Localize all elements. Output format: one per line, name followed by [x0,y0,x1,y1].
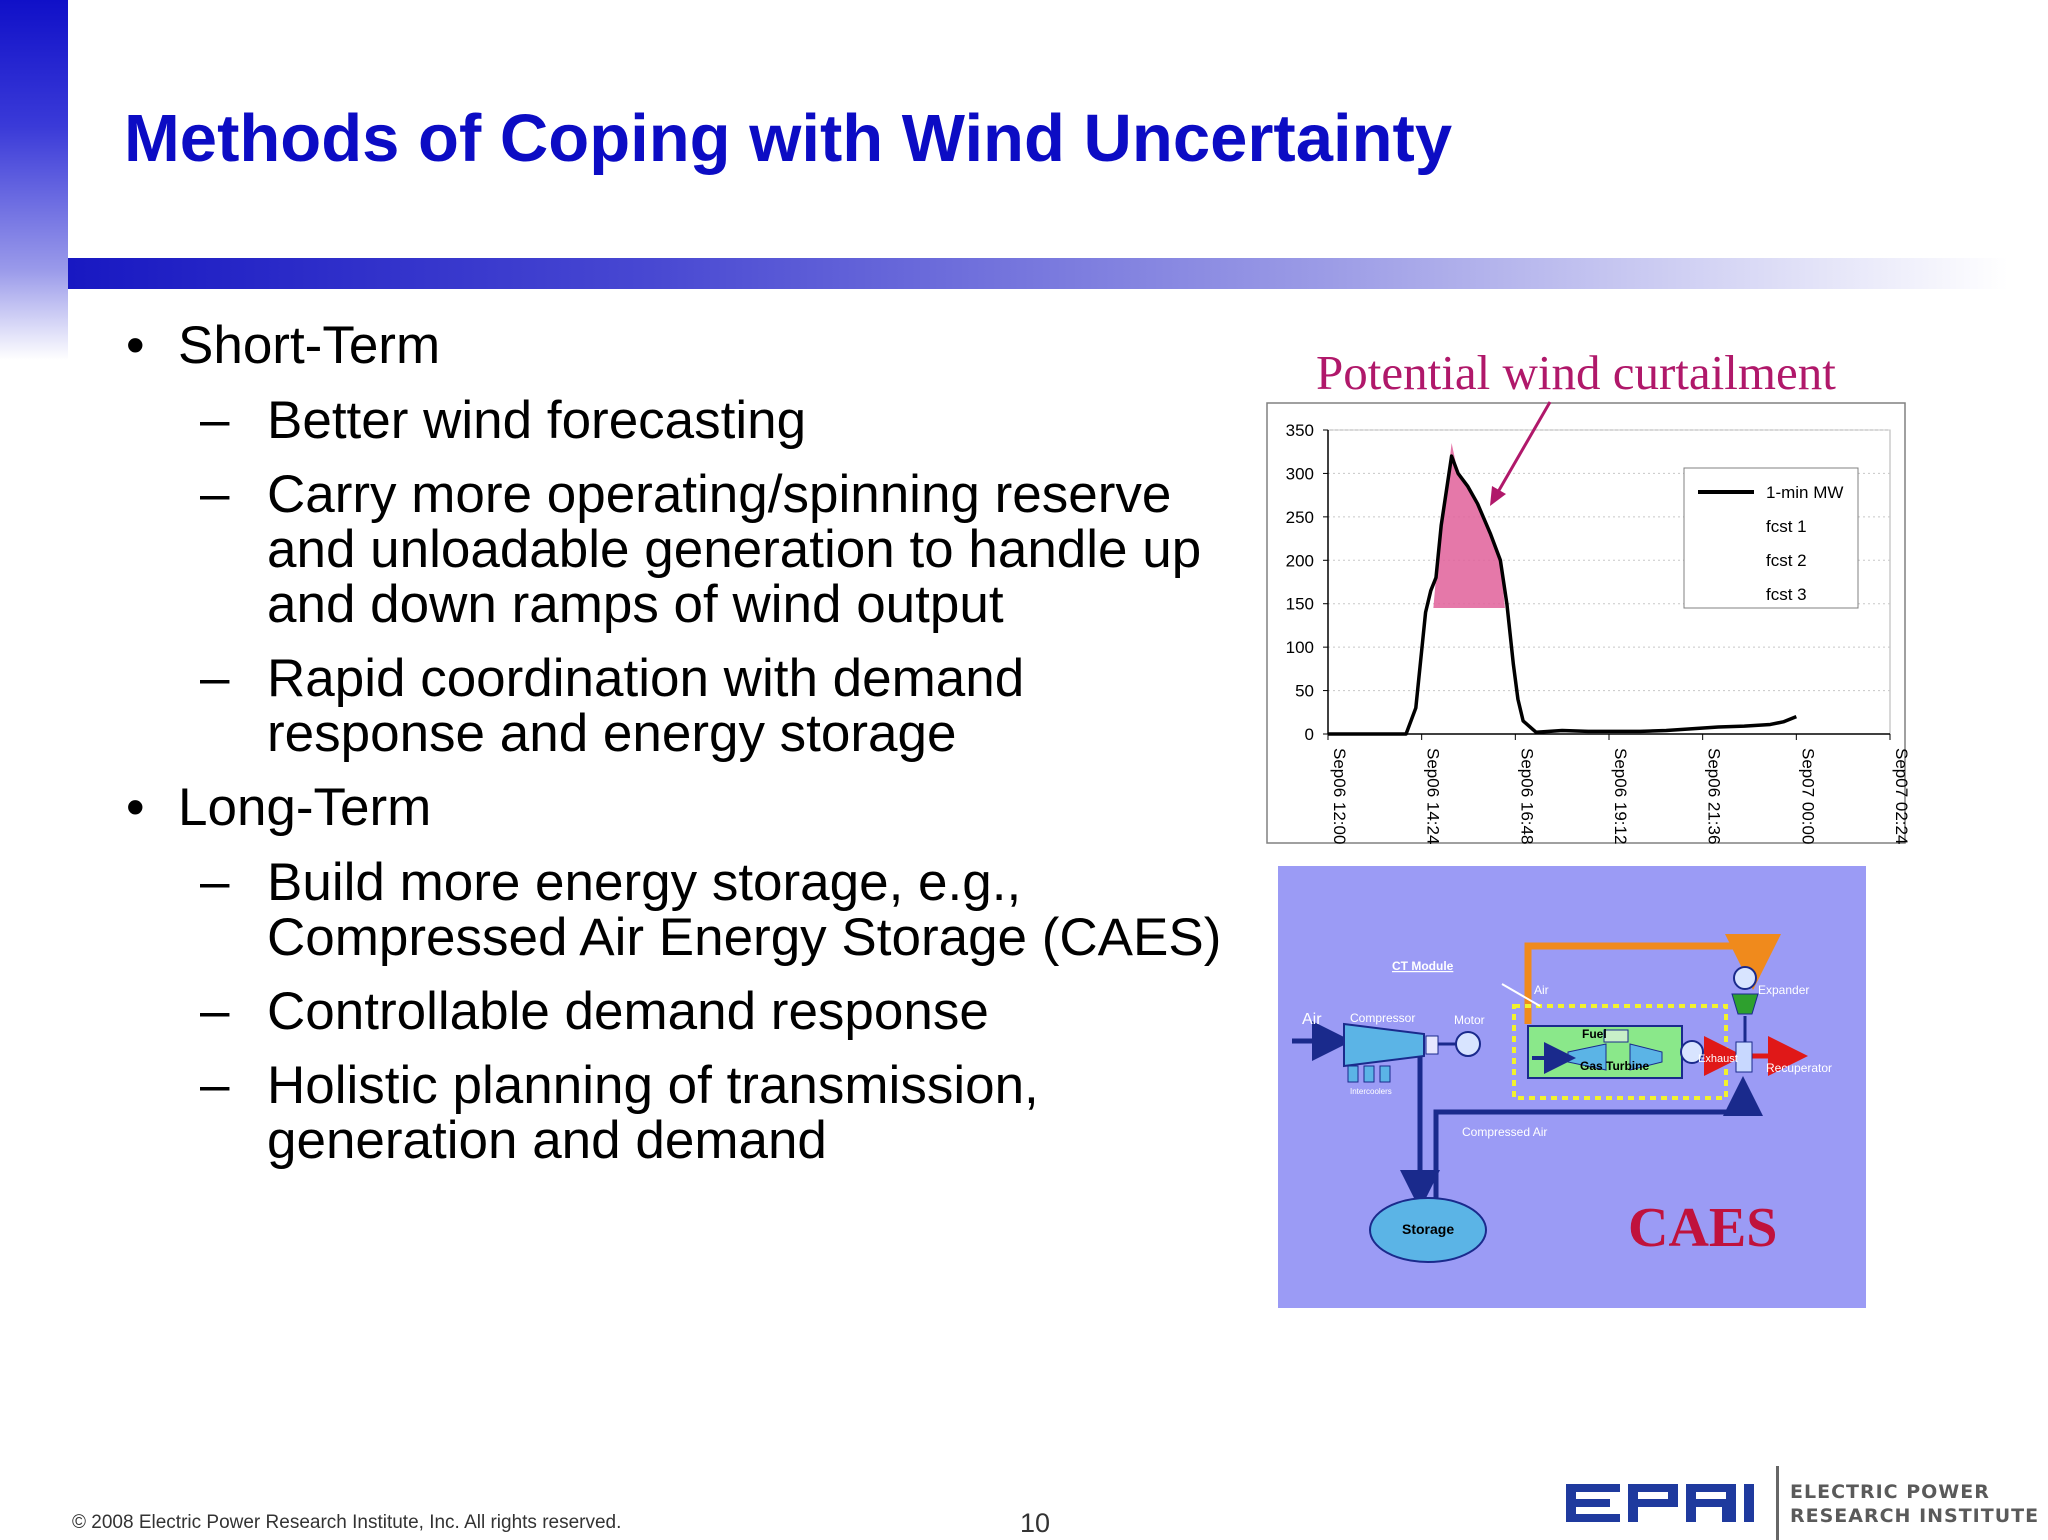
sub-bullet-item [124,648,1244,763]
exhaust-label: Exhaust [1698,1053,1738,1065]
caes-diagram [1278,866,1866,1308]
sub-bullet-item [124,852,1244,967]
dash-icon: – [200,390,230,449]
recuperator-label: Recuperator [1766,1061,1833,1075]
page-number: 10 [1020,1508,1051,1538]
title-underline-bar [68,258,2008,289]
clutch-shape [1426,1036,1438,1054]
ct-module-label: CT Module [1392,959,1454,973]
air-label: Air [1534,983,1549,997]
dash-icon: – [200,648,230,707]
y-tick-label: 0 [1304,725,1314,744]
sub-bullet-text: Rapid coordination with demand response and energy storage [267,649,1025,763]
intercooler-2 [1364,1066,1374,1082]
intercoolers-label: Intercoolers [1350,1087,1392,1096]
x-tick-label: Sep06 16:48 [1517,748,1537,845]
copyright-notice: © 2008 Electric Power Research Institute, Inc. All rights reserved. [72,1512,622,1533]
x-tick-label: Sep06 19:12 [1611,748,1630,845]
chart-title: Potential wind curtailment [1316,345,1836,400]
intercooler-3 [1380,1066,1390,1082]
logo-tagline-2: RESEARCH INSTITUTE [1790,1505,2040,1527]
intercooler-1 [1348,1066,1358,1082]
logo-divider [1776,1466,1779,1540]
sub-bullet-text: Better wind forecasting [267,391,807,450]
dash-icon: – [200,981,230,1040]
storage-label: Storage [1402,1221,1455,1237]
gas-turbine-label: Gas Turbine [1580,1059,1650,1073]
dash-icon: – [200,1055,230,1114]
expander-label: Expander [1758,983,1810,997]
expander-generator-icon [1734,967,1756,989]
logo-tagline-1: ELECTRIC POWER [1790,1481,1990,1503]
compressed-air-label: Compressed Air [1462,1125,1548,1139]
legend-label: 1-min MW [1766,483,1844,502]
x-tick-label: Sep07 00:00 [1798,748,1818,845]
epri-wordmark [1566,1484,1754,1522]
x-tick-label: Sep06 21:36 [1704,748,1724,845]
wind-output-chart [1266,402,1911,845]
y-tick-label: 300 [1285,464,1314,484]
y-tick-label: 150 [1285,594,1314,614]
sub-bullet-text: Controllable demand response [267,982,989,1041]
legend-label: fcst 1 [1766,517,1807,536]
caes-title: CAES [1628,1197,1778,1259]
motor-label: Motor [1454,1013,1485,1027]
y-tick-label: 250 [1285,507,1314,527]
x-tick-label: Sep07 02:24 [1892,748,1911,845]
recuperator-shape [1736,1042,1752,1072]
dash-icon: – [200,852,230,911]
sub-bullet-text: Carry more operating/spinning reserve and unloadable generation to handle up and down ramps of wind output [267,465,1202,634]
bullet-dot-icon: • [126,778,145,837]
bullet-list [124,318,1244,1187]
x-tick-label: Sep06 14:24 [1423,748,1443,845]
bullet-text: Long-Term [178,778,432,837]
epri-logo [1566,1466,2040,1540]
sub-bullet-item [124,981,1244,1041]
slide-title: Methods of Coping with Wind Uncertainty [124,101,1453,176]
fuel-label: Fuel [1582,1027,1607,1041]
bullet-dot-icon: • [126,316,145,375]
sub-bullet-text: Holistic planning of transmission, generation and demand [267,1056,1039,1170]
y-tick-label: 50 [1295,681,1314,701]
air-in-label: Air [1302,1011,1322,1028]
dash-icon: – [200,464,230,523]
left-accent-bar [0,0,68,360]
sub-bullet-item [124,390,1244,450]
combustor-shape [1604,1030,1628,1042]
y-tick-label: 350 [1285,421,1314,440]
legend-label: fcst 2 [1766,551,1807,570]
sub-bullet-text: Build more energy storage, e.g., Compressed Air Energy Storage (CAES) [267,853,1222,967]
compressor-label: Compressor [1350,1011,1416,1025]
sub-bullet-item [124,464,1244,634]
sub-bullet-item [124,1055,1244,1170]
legend-label: fcst 3 [1766,585,1807,604]
motor-icon [1456,1032,1480,1056]
x-tick-label: Sep06 12:00 [1330,748,1349,845]
bullet-item [124,780,1244,835]
y-tick-label: 200 [1285,551,1314,571]
bullet-text: Short-Term [178,316,441,375]
bullet-item [124,318,1244,373]
y-tick-label: 100 [1285,638,1314,658]
